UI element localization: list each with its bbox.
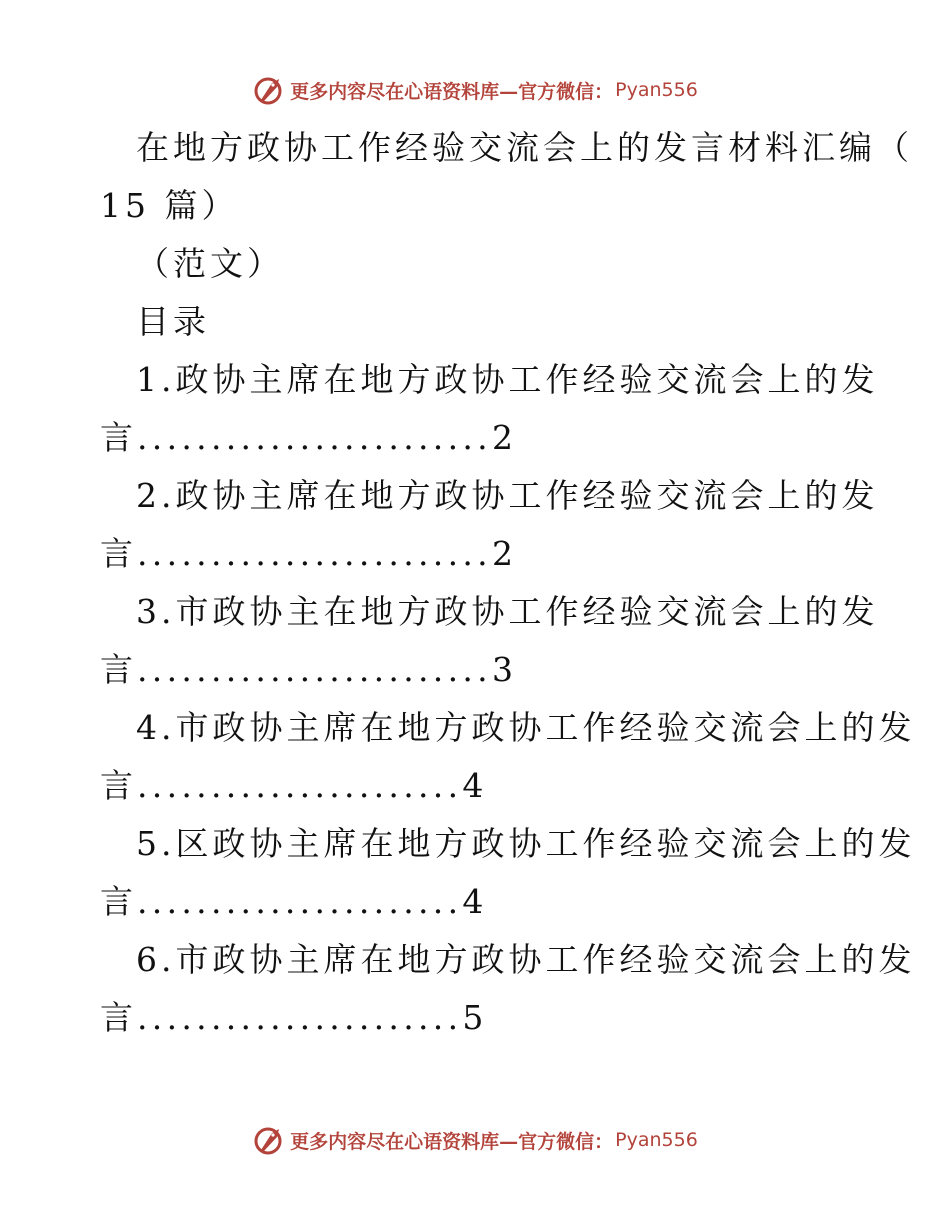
toc-entry-5-leader[interactable]: 言......................4 <box>100 882 488 921</box>
toc-page-number: 2 <box>491 534 517 573</box>
toc-page-number: 4 <box>462 766 488 805</box>
toc-entry-4-title[interactable]: 4.市政协主席在地方政协工作经验交流会上的发 <box>136 708 916 747</box>
toc-leader-dots: ........................ <box>137 418 492 457</box>
document-title-line1: 在地方政协工作经验交流会上的发言材料汇编（ <box>136 128 913 167</box>
toc-leader-dots: ...................... <box>137 998 463 1037</box>
toc-entry-3-leader[interactable]: 言........................3 <box>100 650 517 689</box>
pen-nib-logo-icon <box>252 1123 286 1157</box>
document-subtitle: （范文） <box>136 244 284 283</box>
toc-entry-3-title[interactable]: 3.市政协主在地方政协工作经验交流会上的发 <box>136 592 879 631</box>
toc-page-number: 5 <box>462 998 488 1037</box>
toc-heading: 目录 <box>136 302 210 341</box>
toc-leader-dots: ........................ <box>137 534 492 573</box>
toc-leader-dots: ...................... <box>137 766 463 805</box>
toc-entry-6-leader[interactable]: 言......................5 <box>100 998 488 1037</box>
toc-entry-1-title[interactable]: 1.政协主席在地方政协工作经验交流会上的发 <box>136 360 879 399</box>
toc-page-number: 3 <box>491 650 517 689</box>
header-banner <box>0 70 950 110</box>
toc-entry-1-leader[interactable]: 言........................2 <box>100 418 517 457</box>
toc-page-number: 2 <box>491 418 517 457</box>
pen-nib-logo-icon <box>252 73 286 107</box>
toc-leader-dots: ...................... <box>137 882 463 921</box>
toc-entry-2-leader[interactable]: 言........................2 <box>100 534 517 573</box>
toc-leader-dots: ........................ <box>137 650 492 689</box>
banner-contact: Pyan556 <box>615 79 698 101</box>
banner-text: 更多内容尽在心语资料库—官方微信： <box>290 80 614 103</box>
toc-entry-6-title[interactable]: 6.市政协主席在地方政协工作经验交流会上的发 <box>136 940 916 979</box>
document-title-line2: 15 篇） <box>100 186 239 225</box>
footer-banner <box>0 1120 950 1160</box>
banner-contact: Pyan556 <box>615 1129 698 1151</box>
toc-entry-2-title[interactable]: 2.政协主席在地方政协工作经验交流会上的发 <box>136 476 879 515</box>
toc-entry-4-leader[interactable]: 言......................4 <box>100 766 488 805</box>
toc-page-number: 4 <box>462 882 488 921</box>
toc-entry-5-title[interactable]: 5.区政协主席在地方政协工作经验交流会上的发 <box>136 824 916 863</box>
banner-text: 更多内容尽在心语资料库—官方微信： <box>290 1130 614 1153</box>
